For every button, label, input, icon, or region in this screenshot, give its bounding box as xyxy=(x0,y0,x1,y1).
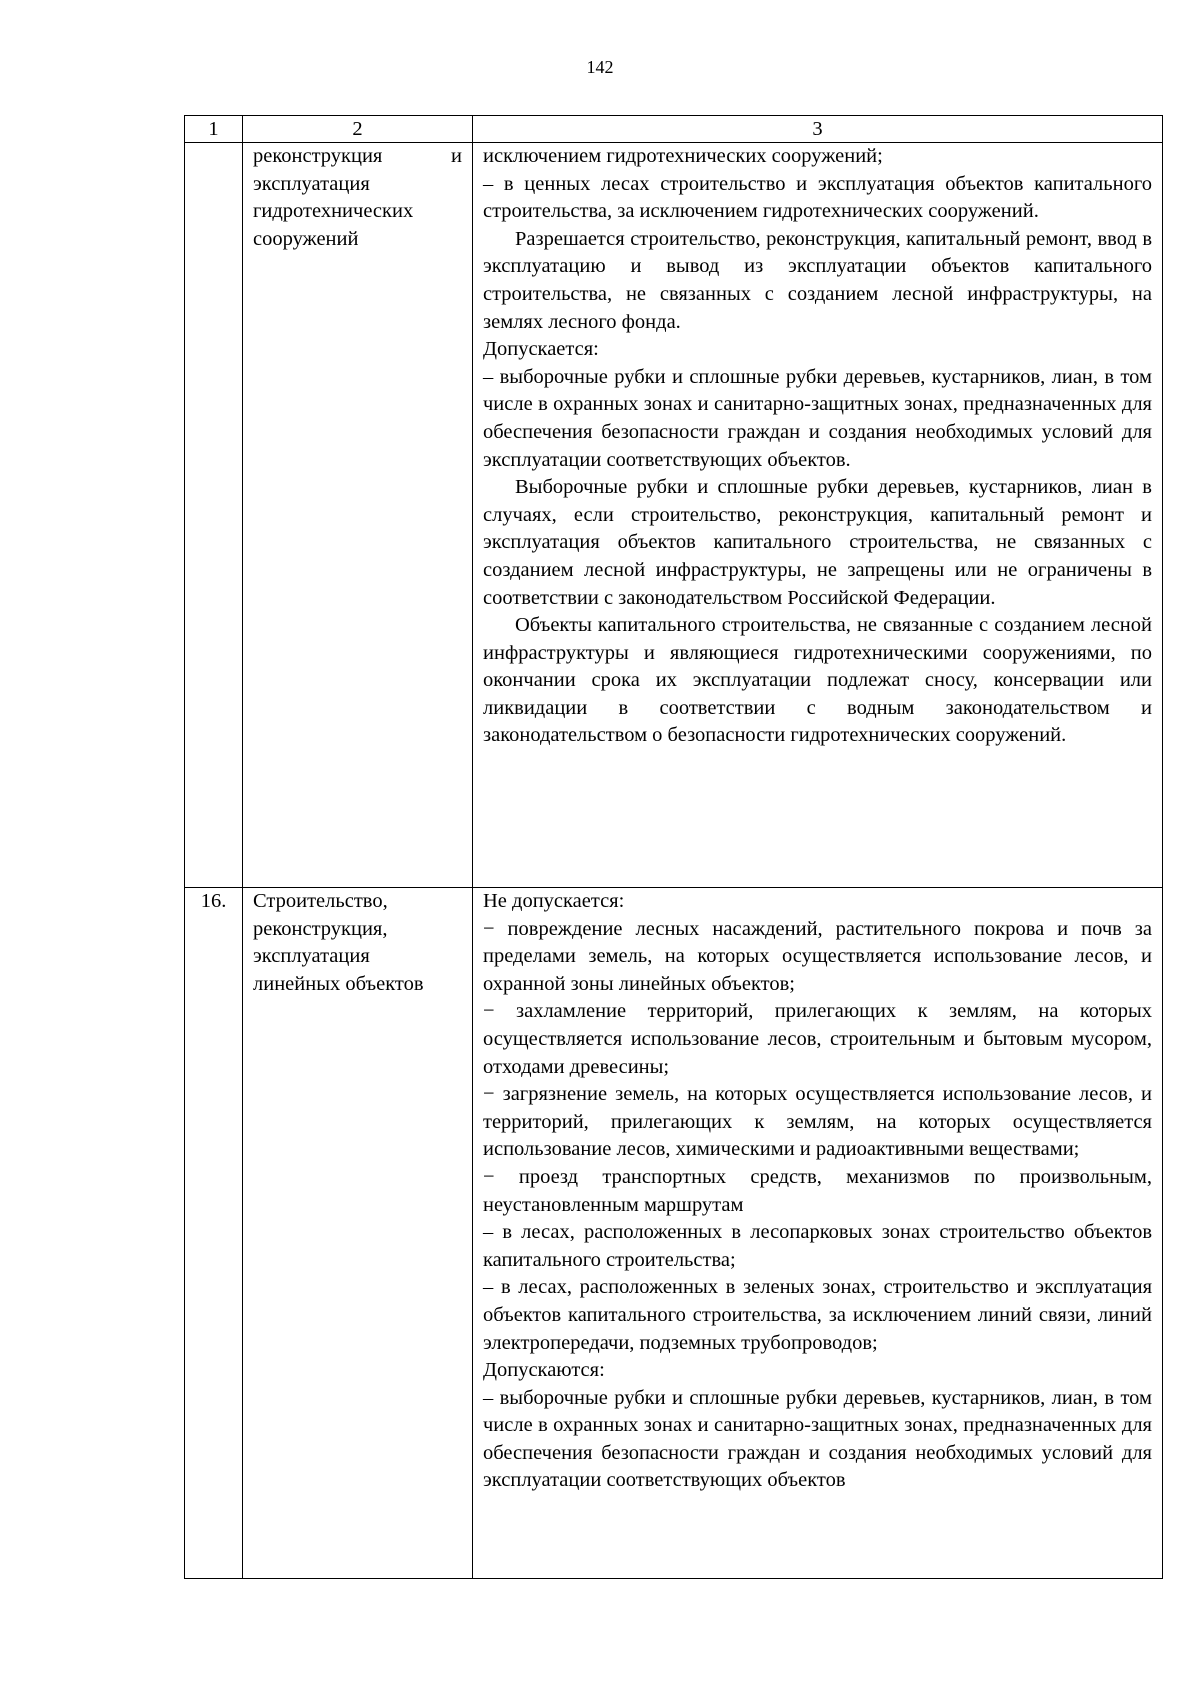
requirement-paragraph: – выборочные рубки и сплошные рубки деревьев, кустарников, лиан, в том числе в охранных зонах и санитарно-защитных зонах, предназначенных для обеспечения безопасности граждан и создания необходимых условий для эксплуатации соответствующих объектов. xyxy=(483,365,1152,471)
row-number xyxy=(185,143,243,888)
requirement-paragraph: Разрешается строительство, реконструкция, капитальный ремонт, ввод в эксплуатацию и вывод из эксплуатации объектов капитального строительства, не связанных с созданием лесной инфраструктуры, на землях лесного фонда. xyxy=(483,227,1152,333)
regulations-table xyxy=(184,115,1163,1579)
activity-name: реконструкция и эксплуатация гидротехнических сооружений xyxy=(243,143,473,888)
requirement-paragraph: Допускаются: xyxy=(483,1359,605,1382)
column-header-3: 3 xyxy=(473,116,1163,143)
table-header-row xyxy=(185,116,1163,143)
requirement-paragraph: – в лесах, расположенных в зеленых зонах, строительство и эксплуатация объектов капитального строительства, за исключением линий связи, линий электропередачи, подземных трубопроводов; xyxy=(483,1276,1152,1354)
column-header-1: 1 xyxy=(185,116,243,143)
requirement-paragraph: Выборочные рубки и сплошные рубки деревьев, кустарников, лиан в случаях, если строительство, реконструкция, капитальный ремонт и эксплуатация объектов капитального строительства, не связанных с созданием лесной инфраструктуры, не запрещены или не ограничены в соответствии с законодательством Российской Федерации. xyxy=(483,476,1152,609)
requirement-paragraph: − проезд транспортных средств, механизмов по произвольным, неустановленным маршрутам xyxy=(483,1165,1152,1216)
requirements-cell xyxy=(473,143,1163,888)
requirement-paragraph: исключением гидротехнических сооружений; xyxy=(483,145,883,167)
requirement-paragraph: – в ценных лесах строительство и эксплуатация объектов капитального строительства, за исключением гидротехнических сооружений. xyxy=(483,172,1152,223)
requirement-paragraph: – в лесах, расположенных в лесопарковых зонах строительство объектов капитального строительства; xyxy=(483,1221,1152,1271)
requirement-paragraph: Допускается: xyxy=(483,338,599,361)
requirement-paragraph: Объекты капитального строительства, не связанные с созданием лесной инфраструктуры и являющиеся гидротехническими сооружениями, по окончании срока их эксплуатации подлежат сносу, консервации или ликвидации в соответствии с водным законодательством и законодательством о безопасности гидротехнических сооружений. xyxy=(483,614,1152,747)
requirement-paragraph: − повреждение лесных насаждений, растительного покрова и почв за пределами земель, на которых осуществляется использование лесов, и охранной зоны линейных объектов; xyxy=(483,917,1152,995)
table-row xyxy=(185,143,1163,888)
table-row xyxy=(185,888,1163,1579)
activity-name: Строительство, реконструкция, эксплуатация линейных объектов xyxy=(243,888,473,1579)
requirement-paragraph: – выборочные рубки и сплошные рубки деревьев, кустарников, лиан, в том числе в охранных зонах и санитарно-защитных зонах, предназначенных для обеспечения безопасности граждан и создания необходимых условий для эксплуатации соответствующих объектов xyxy=(483,1386,1152,1492)
requirement-paragraph: − загрязнение земель, на которых осуществляется использование лесов, и территорий, прилегающих к землям, на которых осуществляется использование лесов, химическими и радиоактивными веществами; xyxy=(483,1083,1152,1161)
requirement-paragraph: − захламление территорий, прилегающих к землям, на которых осуществляется использование лесов, строительным и бытовым мусором, отходами древесины; xyxy=(483,1000,1152,1078)
row-number: 16. xyxy=(185,888,243,1579)
page-number: 142 xyxy=(586,57,614,77)
requirements-cell xyxy=(473,888,1163,1579)
column-header-2: 2 xyxy=(243,116,473,143)
requirement-paragraph: Не допускается: xyxy=(483,890,625,912)
